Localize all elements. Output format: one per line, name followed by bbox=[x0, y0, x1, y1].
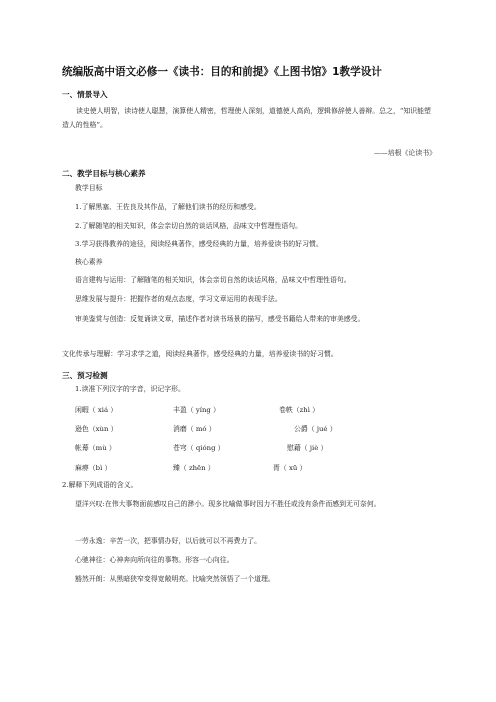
pinyin-item: 麻痹（bì ） bbox=[75, 464, 112, 472]
idiom-item: 豁然开朗：从黑暗狭窄变得宽敞明亮。比喻突然领悟了一个道理。 bbox=[75, 575, 275, 583]
document-title: 统编版高中语文必修一《读书：目的和前提》《上图书馆》1教学设计 bbox=[62, 66, 382, 78]
core-label: 核心素养 bbox=[75, 258, 103, 266]
pinyin-item: 丰盈（ yíng ） bbox=[173, 406, 220, 414]
section-heading-preview: 三、预习检测 bbox=[62, 371, 108, 380]
pinyin-item: 消磨（ mó ） bbox=[173, 425, 216, 433]
core-item: 审美鉴赏与创造：反复诵读文章，描述作者对读书场景的描写，感受书籍给人带来的审美感受。 bbox=[75, 315, 365, 323]
core-item: 文化传承与理解：学习求学之道，阅读经典著作，感受经典的力量，培养爱读书的好习惯。 bbox=[62, 350, 338, 358]
core-item: 语言建构与运用：了解随笔的相关知识，体会亲切自然的谈话风格，品味文中哲理性语句。 bbox=[75, 276, 351, 284]
goal-item: 2.了解随笔的相关知识，体会亲切自然的谈话风格，品味文中哲理性语句。 bbox=[75, 222, 303, 230]
section-heading-intro: 一、情景导入 bbox=[62, 90, 108, 99]
pinyin-item: 公爵（ jué ） bbox=[294, 425, 337, 433]
core-item: 思维发展与提升：把握作者的观点态度，学习文章运用的表现手法。 bbox=[75, 295, 282, 303]
goal-item: 1.了解黑塞、王佐良及其作品，了解他们读书的经历和感受。 bbox=[75, 203, 261, 211]
pinyin-item: 臻（ zhēn ） bbox=[173, 464, 215, 472]
pinyin-item: 卷帙（zhì ） bbox=[279, 406, 320, 414]
pinyin-item: 胥（ xū ） bbox=[273, 464, 307, 472]
goal-item: 3.学习获得教养的途径，阅读经典著作，感受经典的力量，培养爱读书的好习惯。 bbox=[75, 240, 323, 248]
quote-attribution: ——培根《论读书》 bbox=[373, 149, 436, 157]
pinyin-item: 慰藉（ jiè ） bbox=[287, 444, 328, 452]
section-heading-goals: 二、教学目标与核心素养 bbox=[62, 169, 146, 178]
pinyin-item: 苍穹（ qióng ） bbox=[173, 444, 225, 452]
question-2: 2.解释下列成语的含义。 bbox=[62, 481, 138, 489]
idiom-item: 一劳永逸：辛苦一次，把事情办好，以后就可以不再费力了。 bbox=[75, 537, 262, 545]
pinyin-item: 逊色（xùn ） bbox=[75, 425, 118, 433]
pinyin-item: 闲暇（ xiá ） bbox=[75, 406, 118, 414]
pinyin-item: 帐幕（mù ） bbox=[75, 444, 116, 452]
question-1: 1.读准下列汉字的字音，识记字形。 bbox=[75, 385, 185, 393]
goal-label: 教学目标 bbox=[75, 184, 103, 192]
idiom-item: 望洋兴叹:在伟大事物面前感叹自己的渺小。现多比喻做事时因力不胜任或没有条件而感到无可奈何。 bbox=[75, 500, 381, 508]
idiom-item: 心驰神往：心神奔向所向往的事物。形容一心向往。 bbox=[75, 556, 234, 564]
intro-paragraph: 读史使人明智，读诗使人聪慧，演算使人精密，哲理使人深刻，道德使人高尚，逻辑修辞使人善辩。总之，“知识能塑造人的性格”。 bbox=[62, 107, 431, 129]
